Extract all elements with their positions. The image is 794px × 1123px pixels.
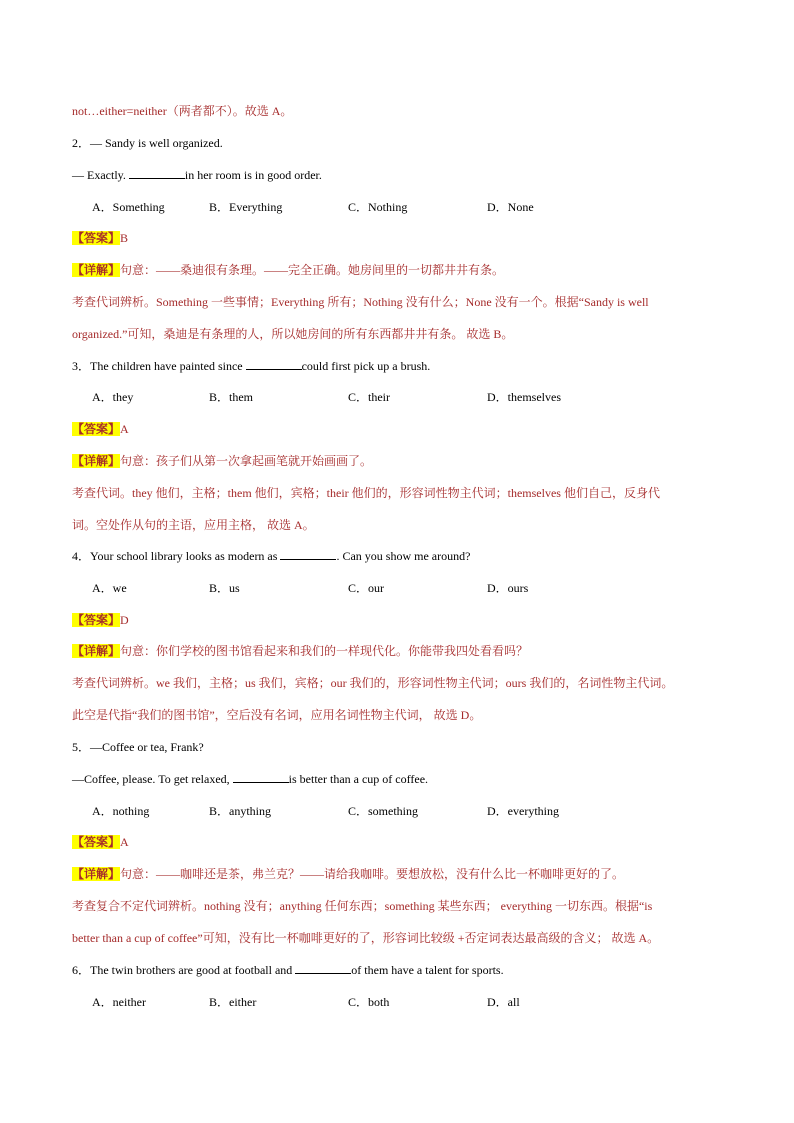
intro-explanation-line: not…either=neither（两者都不）。故选 A。 (72, 104, 293, 118)
explain-line: 此空是代指“我们的图书馆”，空后没有名词，应用名词性物主代词， 故选 D。 (72, 708, 482, 722)
stem-text: 6．The twin brothers are good at football and (72, 963, 296, 977)
question-stem-line (72, 167, 322, 183)
answer-line (72, 421, 129, 437)
explain-text: 句意：你们学校的图书馆看起来和我们的一样现代化。你能带我四处看看吗？ (120, 644, 529, 658)
option-d: D．everything (487, 804, 559, 818)
answer-label: 【答案】 (72, 613, 121, 627)
option-b: B．anything (209, 804, 271, 818)
option-b: B．either (209, 995, 257, 1009)
stem-text: 3．The children have painted since (72, 359, 246, 373)
answer-line (72, 230, 128, 246)
stem-text: — Exactly. (72, 168, 129, 182)
stem-text: 4．Your school library looks as modern as (72, 549, 281, 563)
option-b: B．Everything (209, 200, 283, 214)
option-c: C．both (348, 995, 390, 1009)
option-b: B．us (209, 581, 240, 595)
option-d: D．ours (487, 581, 529, 595)
explain-line: 考查代词辨析。we 我们，主格；us 我们，宾格；our 我们的，形容词性物主代词；ours 我们的，名词性物主代词。 (72, 676, 674, 690)
explain-text: 句意：孩子们从第一次拿起画笔就开始画画了。 (120, 454, 373, 468)
answer-line (72, 612, 129, 628)
answer-label: 【答案】 (72, 422, 121, 436)
stem-text: —Coffee, please. To get relaxed, (72, 772, 233, 786)
stem-text: in her room is in good order. (184, 168, 322, 182)
option-c: C．something (348, 804, 419, 818)
explain-line (72, 262, 504, 278)
option-d: D．themselves (487, 390, 561, 404)
explain-line: 考查代词。they 他们，主格；them 他们，宾格；their 他们的，形容词性物主代词；themselves 他们自己，反身代 (72, 486, 660, 500)
explain-line: better than a cup of coffee”可知，没有比一杯咖啡更好的了，形容词比较级 +否定词表达最高级的含义； 故选 A。 (72, 931, 660, 945)
answer-label: 【答案】 (72, 231, 121, 245)
question-stem-line: 2．— Sandy is well organized. (72, 136, 223, 150)
option-c: C．Nothing (348, 200, 408, 214)
question-stem-line (72, 548, 470, 564)
answer-blank (246, 358, 302, 370)
explain-line (72, 453, 372, 469)
question-stem-line (72, 358, 430, 374)
explain-line: 词。空处作从句的主语，应用主格， 故选 A。 (72, 518, 315, 532)
option-a: A．they (92, 390, 134, 404)
question-stem-line: 5．—Coffee or tea, Frank? (72, 740, 204, 754)
answer-line (72, 834, 129, 850)
explain-line: 考查复合不定代词辨析。nothing 没有；anything 任何东西；something 某些东西； everything 一切东西。根据“is (72, 899, 653, 913)
answer-value: A (120, 835, 129, 849)
option-b: B．them (209, 390, 253, 404)
explain-label: 【详解】 (72, 263, 121, 277)
option-a: A．nothing (92, 804, 150, 818)
explain-line: 考查代词辨析。Something 一些事情；Everything 所有；Nothing 没有什么；None 没有一个。根据“Sandy is well (72, 295, 649, 309)
question-stem-line (72, 962, 504, 978)
answer-value: D (120, 613, 129, 627)
option-c: C．our (348, 581, 385, 595)
answer-value: A (120, 422, 129, 436)
stem-text: is better than a cup of coffee. (288, 772, 429, 786)
explain-label: 【详解】 (72, 867, 121, 881)
answer-blank (280, 548, 336, 560)
answer-blank (295, 962, 351, 974)
stem-text: could first pick up a brush. (301, 359, 431, 373)
stem-text: . Can you show me around? (336, 549, 471, 563)
explain-line (72, 643, 528, 659)
explain-text: 句意：——桑迪很有条理。——完全正确。她房间里的一切都井井有条。 (120, 263, 505, 277)
option-a: A．neither (92, 995, 146, 1009)
option-a: A．Something (92, 200, 165, 214)
explain-line (72, 866, 624, 882)
answer-blank (129, 167, 185, 179)
option-d: D．all (487, 995, 520, 1009)
explain-label: 【详解】 (72, 644, 121, 658)
explain-label: 【详解】 (72, 454, 121, 468)
option-c: C．their (348, 390, 390, 404)
stem-text: of them have a talent for sports. (351, 963, 504, 977)
explain-line: organized.”可知，桑迪是有条理的人，所以她房间的所有东西都井井有条。 故选 B。 (72, 327, 514, 341)
answer-value: B (120, 231, 129, 245)
answer-blank (233, 771, 289, 783)
explain-text: 句意：——咖啡还是茶，弗兰克？——请给我咖啡。要想放松，没有什么比一杯咖啡更好的了。 (120, 867, 625, 881)
option-d: D．None (487, 200, 534, 214)
question-stem-line (72, 771, 428, 787)
answer-label: 【答案】 (72, 835, 121, 849)
option-a: A．we (92, 581, 127, 595)
